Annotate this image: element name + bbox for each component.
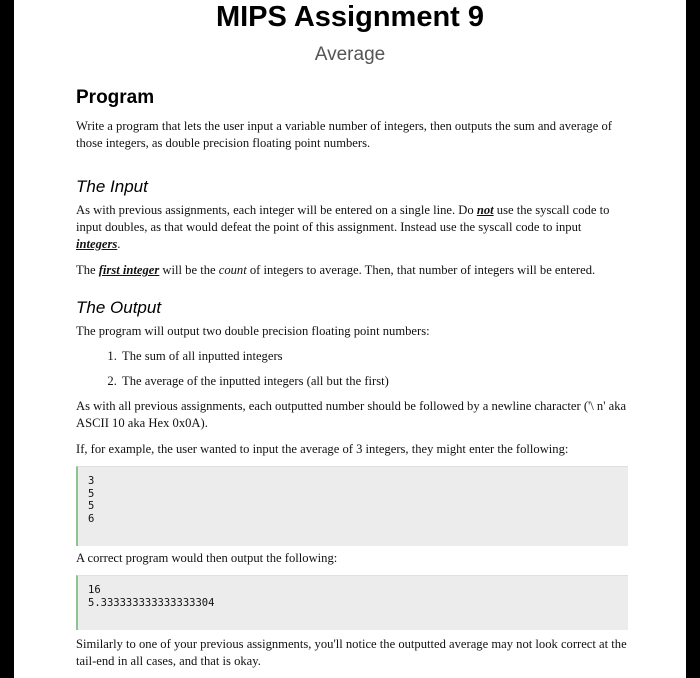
- page-title: MIPS Assignment 9: [215, 1, 485, 33]
- input-example-code-block: [76, 466, 628, 546]
- code-line: 5: [88, 500, 95, 512]
- output-list: [76, 348, 628, 390]
- example-intro: If, for example, the user wanted to input the average of 3 integers, they might enter the following:: [76, 442, 569, 456]
- newline-paragraph: As with all previous assignments, each outputted number should be followed by a newline character ('\ n' aka ASCII 10 aka Hex 0x0A).: [76, 399, 627, 430]
- output-intro: The program will output two double precision floating point numbers:: [76, 324, 430, 338]
- code-line: 16: [88, 584, 101, 596]
- page-subtitle: Average: [314, 44, 386, 65]
- emphasis-count: count: [218, 263, 247, 277]
- code-line: 6: [88, 512, 95, 525]
- input-paragraph-2: The first integer will be the count of integers to average. Then, that number of integers will be entered.: [76, 263, 596, 277]
- output-example-code-block: [76, 575, 628, 630]
- section-heading-input: The Input: [76, 177, 148, 196]
- emphasis-integers: integers: [76, 237, 118, 251]
- code-line: 3: [88, 475, 95, 487]
- correct-output-intro: A correct program would then output the following:: [76, 551, 338, 565]
- code-line: 5.333333333333333304: [88, 596, 215, 609]
- input-paragraph-1: As with previous assignments, each integer will be entered on a single line. Do not use the syscall code to input doubles, as that would defeat the point of this assignment. Instead use the syscall code to input integers.: [76, 203, 610, 251]
- section-heading-program: Program: [76, 87, 155, 108]
- emphasis-not: not: [476, 203, 494, 217]
- output-list-item: 2. The average of the inputted integers (all but the first): [120, 373, 628, 390]
- closing-paragraph: Similarly to one of your previous assignments, you'll notice the outputted average may not look correct at the tail-end in all cases, and that is okay.: [76, 637, 627, 668]
- document-content: [76, 86, 628, 670]
- section-heading-output: The Output: [76, 298, 162, 317]
- emphasis-first-integer: first integer: [98, 263, 160, 277]
- document-page: [14, 0, 686, 678]
- output-list-item: 1. The sum of all inputted integers: [120, 348, 628, 365]
- program-description: Write a program that lets the user input a variable number of integers, then outputs the sum and average of those integers, as double precision floating point numbers.: [76, 119, 612, 150]
- code-line: 5: [88, 487, 95, 500]
